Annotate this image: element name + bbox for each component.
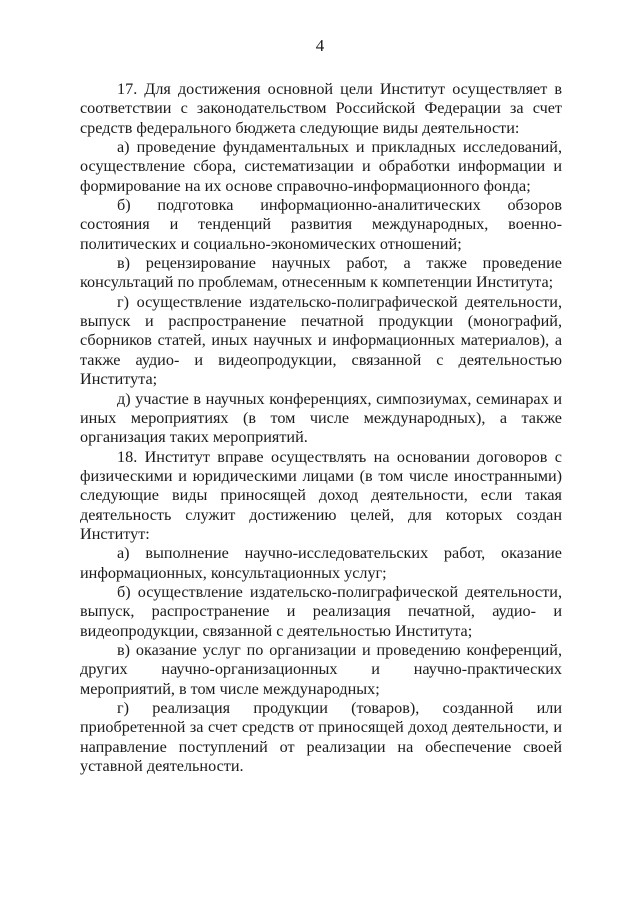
paragraph-18-b: б) осуществление издательско-полиграфической деятельности, выпуск, распространение и реализация печатной, аудио- и видеопродукции, связанной с деятельностью Института; [80,582,562,640]
paragraph-17-d: д) участие в научных конференциях, симпозиумах, семинарах и иных мероприятиях (в том числе международных), а также организация таких мероприятий. [80,389,562,447]
paragraph-18-g: г) реализация продукции (товаров), созданной или приобретенной за счет средств от приносящей доход деятельности, и направление поступлений от реализации на обеспечение своей уставной деятельности. [80,699,562,776]
paragraph-18-v: в) оказание услуг по организации и проведению конференций, других научно-организационных и научно-практических мероприятий, в том числе международных; [80,640,562,698]
paragraph-18-a: а) выполнение научно-исследовательских работ, оказание информационных, консультационных услуг; [80,544,562,582]
paragraph-17: 17. Для достижения основной цели Институт осуществляет в соответствии с законодательством Российской Федерации за счет средств федерального бюджета следующие виды деятельности: [80,80,562,137]
paragraph-17-g: г) осуществление издательско-полиграфической деятельности, выпуск и распространение печатной продукции (монографий, сборников статей, иных научных и информационных материалов), а также аудио- и видеопродукции, связанной с деятельностью Института; [80,292,562,389]
paragraph-17-v: в) рецензирование научных работ, а также проведение консультаций по проблемам, отнесенным к компетенции Института; [80,254,562,292]
document-body [80,80,562,776]
paragraph-17-b: б) подготовка информационно-аналитических обзоров состояния и тенденций развития международных, военно-политических и социально-экономических отношений; [80,196,562,253]
paragraph-18: 18. Институт вправе осуществлять на основании договоров с физическими и юридическими лицами (в том числе иностранными) следующие виды приносящей доход деятельности, если такая деятельность служит достижению целей, для которых создан Институт: [80,447,562,543]
paragraph-17-a: а) проведение фундаментальных и прикладных исследований, осуществление сбора, систематизации и обработки информации и формирование на их основе справочно-информационного фонда; [80,138,562,195]
page-number: 4 [315,36,325,55]
